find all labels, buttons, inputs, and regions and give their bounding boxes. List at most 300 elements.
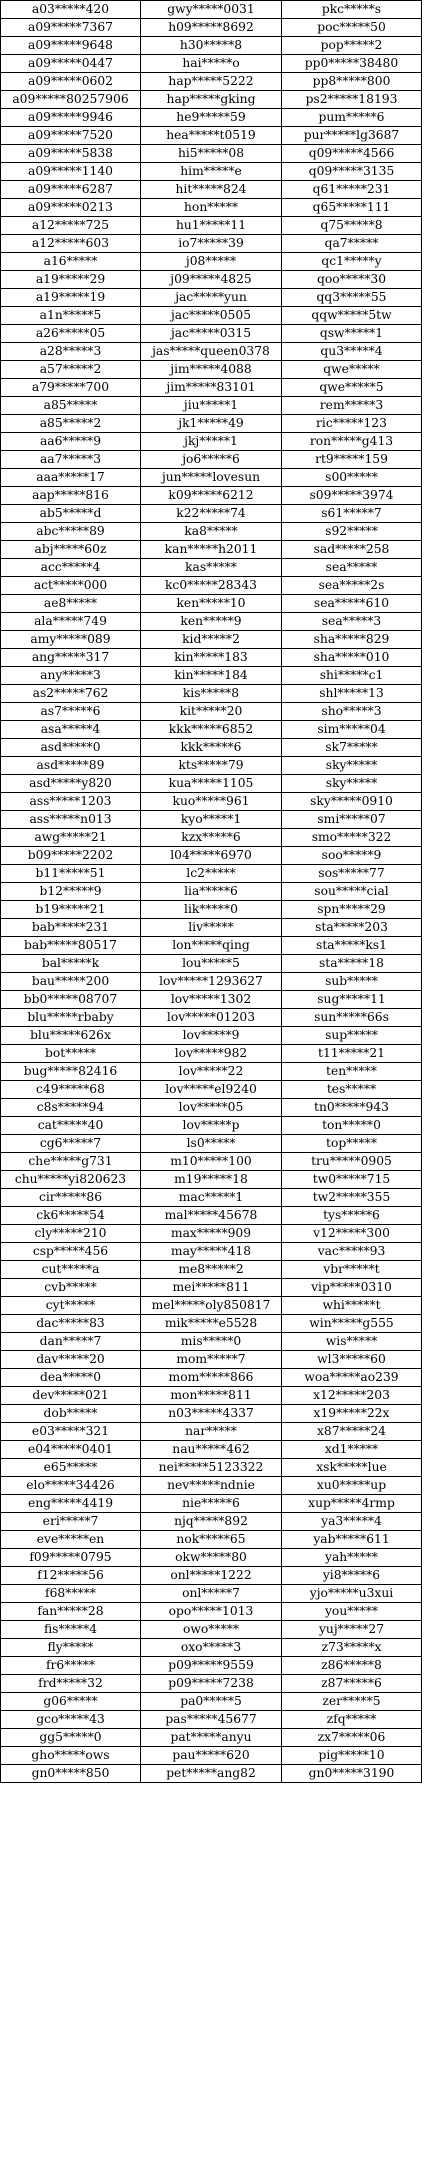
table-cell: gwy*****0031 xyxy=(141,1,282,19)
table-cell: dea*****0 xyxy=(1,1369,141,1387)
table-cell: gho*****ows xyxy=(1,1747,141,1765)
table-cell: s00***** xyxy=(282,469,422,487)
table-cell: a1n*****5 xyxy=(1,307,141,325)
table-cell: cat*****40 xyxy=(1,1117,141,1135)
table-cell: mom*****7 xyxy=(141,1351,282,1369)
table-cell: e03*****321 xyxy=(1,1423,141,1441)
table-cell: njq*****892 xyxy=(141,1513,282,1531)
table-row xyxy=(1,1405,422,1423)
table-cell: mal*****45678 xyxy=(141,1207,282,1225)
table-cell: cvb***** xyxy=(1,1279,141,1297)
table-row xyxy=(1,1495,422,1513)
table-row xyxy=(1,469,422,487)
table-row xyxy=(1,595,422,613)
table-cell: mik*****e5528 xyxy=(141,1315,282,1333)
table-cell: ken*****10 xyxy=(141,595,282,613)
table-cell: whi*****t xyxy=(282,1297,422,1315)
table-cell: nev*****ndnie xyxy=(141,1477,282,1495)
table-cell: eng*****4419 xyxy=(1,1495,141,1513)
table-cell: ls0***** xyxy=(141,1135,282,1153)
table-cell: kit*****20 xyxy=(141,703,282,721)
table-cell: lov*****9 xyxy=(141,1027,282,1045)
table-row xyxy=(1,397,422,415)
table-row xyxy=(1,235,422,253)
table-cell: io7*****39 xyxy=(141,235,282,253)
table-cell: ric*****123 xyxy=(282,415,422,433)
table-cell: a09*****0213 xyxy=(1,199,141,217)
table-cell: z86*****8 xyxy=(282,1657,422,1675)
table-row xyxy=(1,127,422,145)
table-cell: sou*****cial xyxy=(282,883,422,901)
table-cell: asd*****89 xyxy=(1,757,141,775)
table-row xyxy=(1,1315,422,1333)
table-row xyxy=(1,1261,422,1279)
table-cell: jac*****0505 xyxy=(141,307,282,325)
table-row xyxy=(1,703,422,721)
table-row xyxy=(1,325,422,343)
table-row xyxy=(1,19,422,37)
table-cell: h09*****8692 xyxy=(141,19,282,37)
table-cell: xsk*****lue xyxy=(282,1459,422,1477)
table-cell: oxo*****3 xyxy=(141,1639,282,1657)
table-cell: tw0*****715 xyxy=(282,1171,422,1189)
table-cell: aaa*****17 xyxy=(1,469,141,487)
table-cell: s92***** xyxy=(282,523,422,541)
table-row xyxy=(1,1351,422,1369)
table-cell: f12*****56 xyxy=(1,1567,141,1585)
table-row xyxy=(1,1189,422,1207)
table-cell: shl*****13 xyxy=(282,685,422,703)
table-cell: s61*****7 xyxy=(282,505,422,523)
table-cell: top***** xyxy=(282,1135,422,1153)
table-cell: pig*****10 xyxy=(282,1747,422,1765)
table-row xyxy=(1,145,422,163)
table-cell: acc*****4 xyxy=(1,559,141,577)
table-cell: amy*****089 xyxy=(1,631,141,649)
table-cell: qwe*****5 xyxy=(282,379,422,397)
table-cell: bal*****k xyxy=(1,955,141,973)
table-cell: yuj*****27 xyxy=(282,1621,422,1639)
table-cell: sad*****258 xyxy=(282,541,422,559)
table-cell: qu3*****4 xyxy=(282,343,422,361)
table-cell: a28*****3 xyxy=(1,343,141,361)
table-cell: ass*****n013 xyxy=(1,811,141,829)
table-cell: hea*****t0519 xyxy=(141,127,282,145)
table-cell: kua*****1105 xyxy=(141,775,282,793)
table-row xyxy=(1,739,422,757)
table-cell: pet*****ang82 xyxy=(141,1765,282,1783)
table-cell: cly*****210 xyxy=(1,1225,141,1243)
table-row xyxy=(1,811,422,829)
table-cell: spn*****29 xyxy=(282,901,422,919)
table-row xyxy=(1,919,422,937)
table-row xyxy=(1,1531,422,1549)
table-row xyxy=(1,1693,422,1711)
table-row xyxy=(1,37,422,55)
table-cell: l04*****6970 xyxy=(141,847,282,865)
table-row xyxy=(1,883,422,901)
table-row xyxy=(1,307,422,325)
table-cell: nok*****65 xyxy=(141,1531,282,1549)
table-row xyxy=(1,1639,422,1657)
table-cell: x12*****203 xyxy=(282,1387,422,1405)
table-row xyxy=(1,1387,422,1405)
table-cell: pas*****45677 xyxy=(141,1711,282,1729)
table-row xyxy=(1,1243,422,1261)
table-row xyxy=(1,1423,422,1441)
table-cell: onl*****7 xyxy=(141,1585,282,1603)
table-cell: ton*****0 xyxy=(282,1117,422,1135)
table-cell: smi*****07 xyxy=(282,811,422,829)
table-cell: vac*****93 xyxy=(282,1243,422,1261)
table-cell: zx7*****06 xyxy=(282,1729,422,1747)
table-row xyxy=(1,505,422,523)
table-cell: q65*****111 xyxy=(282,199,422,217)
table-row xyxy=(1,451,422,469)
table-row xyxy=(1,1549,422,1567)
table-cell: x87*****24 xyxy=(282,1423,422,1441)
table-cell: poc*****50 xyxy=(282,19,422,37)
table-row xyxy=(1,541,422,559)
table-cell: qsw*****1 xyxy=(282,325,422,343)
table-row xyxy=(1,1081,422,1099)
table-row xyxy=(1,91,422,109)
table-cell: lov*****p xyxy=(141,1117,282,1135)
table-row xyxy=(1,613,422,631)
table-cell: bb0*****08707 xyxy=(1,991,141,1009)
table-cell: gg5*****0 xyxy=(1,1729,141,1747)
table-cell: qc1*****y xyxy=(282,253,422,271)
table-cell: frd*****32 xyxy=(1,1675,141,1693)
table-cell: eri*****7 xyxy=(1,1513,141,1531)
table-cell: kkk*****6 xyxy=(141,739,282,757)
table-cell: kuo*****961 xyxy=(141,793,282,811)
table-cell: lik*****0 xyxy=(141,901,282,919)
table-cell: wis***** xyxy=(282,1333,422,1351)
table-cell: hi5*****08 xyxy=(141,145,282,163)
table-row xyxy=(1,1513,422,1531)
table-cell: fly***** xyxy=(1,1639,141,1657)
table-cell: b12*****9 xyxy=(1,883,141,901)
table-cell: t11*****21 xyxy=(282,1045,422,1063)
table-cell: cg6*****7 xyxy=(1,1135,141,1153)
table-cell: pp0*****38480 xyxy=(282,55,422,73)
table-cell: sun*****66s xyxy=(282,1009,422,1027)
table-cell: ka8***** xyxy=(141,523,282,541)
table-cell: lc2***** xyxy=(141,865,282,883)
table-row xyxy=(1,1711,422,1729)
table-cell: e65***** xyxy=(1,1459,141,1477)
table-cell: n03*****4337 xyxy=(141,1405,282,1423)
table-cell: e04*****0401 xyxy=(1,1441,141,1459)
table-cell: q09*****4566 xyxy=(282,145,422,163)
table-cell: sea***** xyxy=(282,559,422,577)
table-cell: lov*****el9240 xyxy=(141,1081,282,1099)
table-cell: z73*****x xyxy=(282,1639,422,1657)
table-cell: as7*****6 xyxy=(1,703,141,721)
table-cell: aa7*****3 xyxy=(1,451,141,469)
table-row xyxy=(1,829,422,847)
table-cell: bab*****231 xyxy=(1,919,141,937)
table-cell: shi*****c1 xyxy=(282,667,422,685)
table-cell: lov*****22 xyxy=(141,1063,282,1081)
table-cell: ass*****1203 xyxy=(1,793,141,811)
table-row xyxy=(1,361,422,379)
table-cell: s09*****3974 xyxy=(282,487,422,505)
table-cell: zer*****5 xyxy=(282,1693,422,1711)
table-cell: dan*****7 xyxy=(1,1333,141,1351)
table-cell: g06***** xyxy=(1,1693,141,1711)
table-cell: hon***** xyxy=(141,199,282,217)
table-cell: a85***** xyxy=(1,397,141,415)
table-row xyxy=(1,1765,422,1783)
table-row xyxy=(1,1171,422,1189)
table-row xyxy=(1,685,422,703)
table-cell: mac*****1 xyxy=(141,1189,282,1207)
table-cell: ck6*****54 xyxy=(1,1207,141,1225)
table-cell: a09*****9946 xyxy=(1,109,141,127)
table-cell: hap*****5222 xyxy=(141,73,282,91)
table-row xyxy=(1,667,422,685)
table-cell: ala*****749 xyxy=(1,613,141,631)
table-cell: h30*****8 xyxy=(141,37,282,55)
table-cell: a03*****420 xyxy=(1,1,141,19)
table-row xyxy=(1,163,422,181)
table-cell: a09*****5838 xyxy=(1,145,141,163)
table-cell: xup*****4rmp xyxy=(282,1495,422,1513)
table-row xyxy=(1,721,422,739)
table-cell: you***** xyxy=(282,1603,422,1621)
table-cell: gn0*****3190 xyxy=(282,1765,422,1783)
table-cell: p09*****7238 xyxy=(141,1675,282,1693)
table-cell: aa6*****9 xyxy=(1,433,141,451)
table-cell: win*****g555 xyxy=(282,1315,422,1333)
table-cell: lon*****qing xyxy=(141,937,282,955)
table-cell: rt9*****159 xyxy=(282,451,422,469)
table-cell: zfq***** xyxy=(282,1711,422,1729)
table-row xyxy=(1,55,422,73)
table-row xyxy=(1,1027,422,1045)
table-row xyxy=(1,379,422,397)
table-cell: hap*****gking xyxy=(141,91,282,109)
table-cell: bug*****82416 xyxy=(1,1063,141,1081)
table-cell: sos*****77 xyxy=(282,865,422,883)
table-cell: abc*****89 xyxy=(1,523,141,541)
table-cell: mei*****811 xyxy=(141,1279,282,1297)
table-cell: qoo*****30 xyxy=(282,271,422,289)
table-cell: c8s*****94 xyxy=(1,1099,141,1117)
table-row xyxy=(1,1045,422,1063)
table-row xyxy=(1,1117,422,1135)
table-cell: pur*****lg3687 xyxy=(282,127,422,145)
table-cell: ang*****317 xyxy=(1,649,141,667)
table-row xyxy=(1,991,422,1009)
table-cell: q75*****8 xyxy=(282,217,422,235)
table-row xyxy=(1,217,422,235)
table-row xyxy=(1,649,422,667)
table-cell: b11*****51 xyxy=(1,865,141,883)
table-cell: csp*****456 xyxy=(1,1243,141,1261)
table-row xyxy=(1,487,422,505)
table-cell: jim*****83101 xyxy=(141,379,282,397)
table-row xyxy=(1,631,422,649)
table-cell: c49*****68 xyxy=(1,1081,141,1099)
table-cell: m19*****18 xyxy=(141,1171,282,1189)
table-row xyxy=(1,1153,422,1171)
table-row xyxy=(1,1279,422,1297)
table-cell: blu*****626x xyxy=(1,1027,141,1045)
table-cell: ps2*****18193 xyxy=(282,91,422,109)
account-list-body xyxy=(1,1,422,1783)
table-cell: a09*****6287 xyxy=(1,181,141,199)
table-cell: owo***** xyxy=(141,1621,282,1639)
table-cell: cir*****86 xyxy=(1,1189,141,1207)
table-cell: pop*****2 xyxy=(282,37,422,55)
table-row xyxy=(1,1,422,19)
table-cell: ae8***** xyxy=(1,595,141,613)
table-cell: sub***** xyxy=(282,973,422,991)
table-cell: cyt***** xyxy=(1,1297,141,1315)
table-cell: qwe***** xyxy=(282,361,422,379)
table-row xyxy=(1,253,422,271)
table-cell: a57*****2 xyxy=(1,361,141,379)
table-cell: j09*****4825 xyxy=(141,271,282,289)
table-cell: yi8*****6 xyxy=(282,1567,422,1585)
table-cell: tw2*****355 xyxy=(282,1189,422,1207)
table-cell: awg*****21 xyxy=(1,829,141,847)
table-cell: pum*****6 xyxy=(282,109,422,127)
table-cell: sug*****11 xyxy=(282,991,422,1009)
table-cell: v12*****300 xyxy=(282,1225,422,1243)
table-cell: z87*****6 xyxy=(282,1675,422,1693)
table-cell: soo*****9 xyxy=(282,847,422,865)
table-row xyxy=(1,865,422,883)
table-cell: qqw*****5tw xyxy=(282,307,422,325)
table-cell: sea*****3 xyxy=(282,613,422,631)
table-cell: sha*****010 xyxy=(282,649,422,667)
table-cell: a12*****603 xyxy=(1,235,141,253)
table-cell: dav*****20 xyxy=(1,1351,141,1369)
table-cell: yah***** xyxy=(282,1549,422,1567)
table-cell: a09*****9648 xyxy=(1,37,141,55)
table-cell: sky*****0910 xyxy=(282,793,422,811)
table-cell: as2*****762 xyxy=(1,685,141,703)
table-cell: kid*****2 xyxy=(141,631,282,649)
table-cell: kc0*****28343 xyxy=(141,577,282,595)
table-cell: wl3*****60 xyxy=(282,1351,422,1369)
table-cell: asa*****4 xyxy=(1,721,141,739)
table-cell: eve*****en xyxy=(1,1531,141,1549)
table-cell: sho*****3 xyxy=(282,703,422,721)
table-cell: hit*****824 xyxy=(141,181,282,199)
table-cell: abj*****60z xyxy=(1,541,141,559)
table-row xyxy=(1,1747,422,1765)
table-row xyxy=(1,1567,422,1585)
table-cell: nei*****5123322 xyxy=(141,1459,282,1477)
table-cell: any*****3 xyxy=(1,667,141,685)
table-cell: gco*****43 xyxy=(1,1711,141,1729)
table-cell: ab5*****d xyxy=(1,505,141,523)
table-cell: yjo*****u3xui xyxy=(282,1585,422,1603)
table-row xyxy=(1,1729,422,1747)
table-cell: aap*****816 xyxy=(1,487,141,505)
table-cell: sk7***** xyxy=(282,739,422,757)
table-row xyxy=(1,973,422,991)
table-cell: nie*****6 xyxy=(141,1495,282,1513)
table-cell: jac*****yun xyxy=(141,289,282,307)
table-cell: tru*****0905 xyxy=(282,1153,422,1171)
table-cell: asd*****y820 xyxy=(1,775,141,793)
table-cell: b19*****21 xyxy=(1,901,141,919)
table-cell: bau*****200 xyxy=(1,973,141,991)
table-cell: lov*****982 xyxy=(141,1045,282,1063)
table-cell: fan*****28 xyxy=(1,1603,141,1621)
table-cell: ten***** xyxy=(282,1063,422,1081)
table-cell: sup***** xyxy=(282,1027,422,1045)
table-row xyxy=(1,1063,422,1081)
table-cell: jk1*****49 xyxy=(141,415,282,433)
table-cell: fis*****4 xyxy=(1,1621,141,1639)
table-cell: a16***** xyxy=(1,253,141,271)
table-cell: okw*****80 xyxy=(141,1549,282,1567)
table-row xyxy=(1,757,422,775)
table-cell: jas*****queen0378 xyxy=(141,343,282,361)
table-cell: jo6*****6 xyxy=(141,451,282,469)
table-cell: lou*****5 xyxy=(141,955,282,973)
table-cell: tys*****6 xyxy=(282,1207,422,1225)
table-cell: a85*****2 xyxy=(1,415,141,433)
table-cell: mel*****oly850817 xyxy=(141,1297,282,1315)
table-row xyxy=(1,343,422,361)
table-cell: ya3*****4 xyxy=(282,1513,422,1531)
table-cell: nar***** xyxy=(141,1423,282,1441)
table-cell: cut*****a xyxy=(1,1261,141,1279)
table-cell: ron*****g413 xyxy=(282,433,422,451)
table-row xyxy=(1,1477,422,1495)
table-row xyxy=(1,433,422,451)
table-cell: jac*****0315 xyxy=(141,325,282,343)
table-cell: sta*****ks1 xyxy=(282,937,422,955)
table-row xyxy=(1,1441,422,1459)
table-row xyxy=(1,271,422,289)
table-cell: x19*****22x xyxy=(282,1405,422,1423)
table-cell: a19*****19 xyxy=(1,289,141,307)
table-cell: smo*****322 xyxy=(282,829,422,847)
table-cell: sim*****04 xyxy=(282,721,422,739)
table-cell: k09*****6212 xyxy=(141,487,282,505)
table-cell: sky***** xyxy=(282,757,422,775)
table-cell: a12*****725 xyxy=(1,217,141,235)
table-cell: a79*****700 xyxy=(1,379,141,397)
table-cell: sha*****829 xyxy=(282,631,422,649)
table-row xyxy=(1,199,422,217)
table-row xyxy=(1,1099,422,1117)
table-cell: xu0*****up xyxy=(282,1477,422,1495)
table-cell: hu1*****11 xyxy=(141,217,282,235)
table-cell: f09*****0795 xyxy=(1,1549,141,1567)
table-cell: mis*****0 xyxy=(141,1333,282,1351)
table-cell: sea*****2s xyxy=(282,577,422,595)
table-cell: onl*****1222 xyxy=(141,1567,282,1585)
table-cell: a19*****29 xyxy=(1,271,141,289)
table-cell: q61*****231 xyxy=(282,181,422,199)
table-cell: b09*****2202 xyxy=(1,847,141,865)
table-cell: bot***** xyxy=(1,1045,141,1063)
table-cell: fr6***** xyxy=(1,1657,141,1675)
table-cell: yab*****611 xyxy=(282,1531,422,1549)
table-cell: m10*****100 xyxy=(141,1153,282,1171)
table-cell: bab*****80517 xyxy=(1,937,141,955)
